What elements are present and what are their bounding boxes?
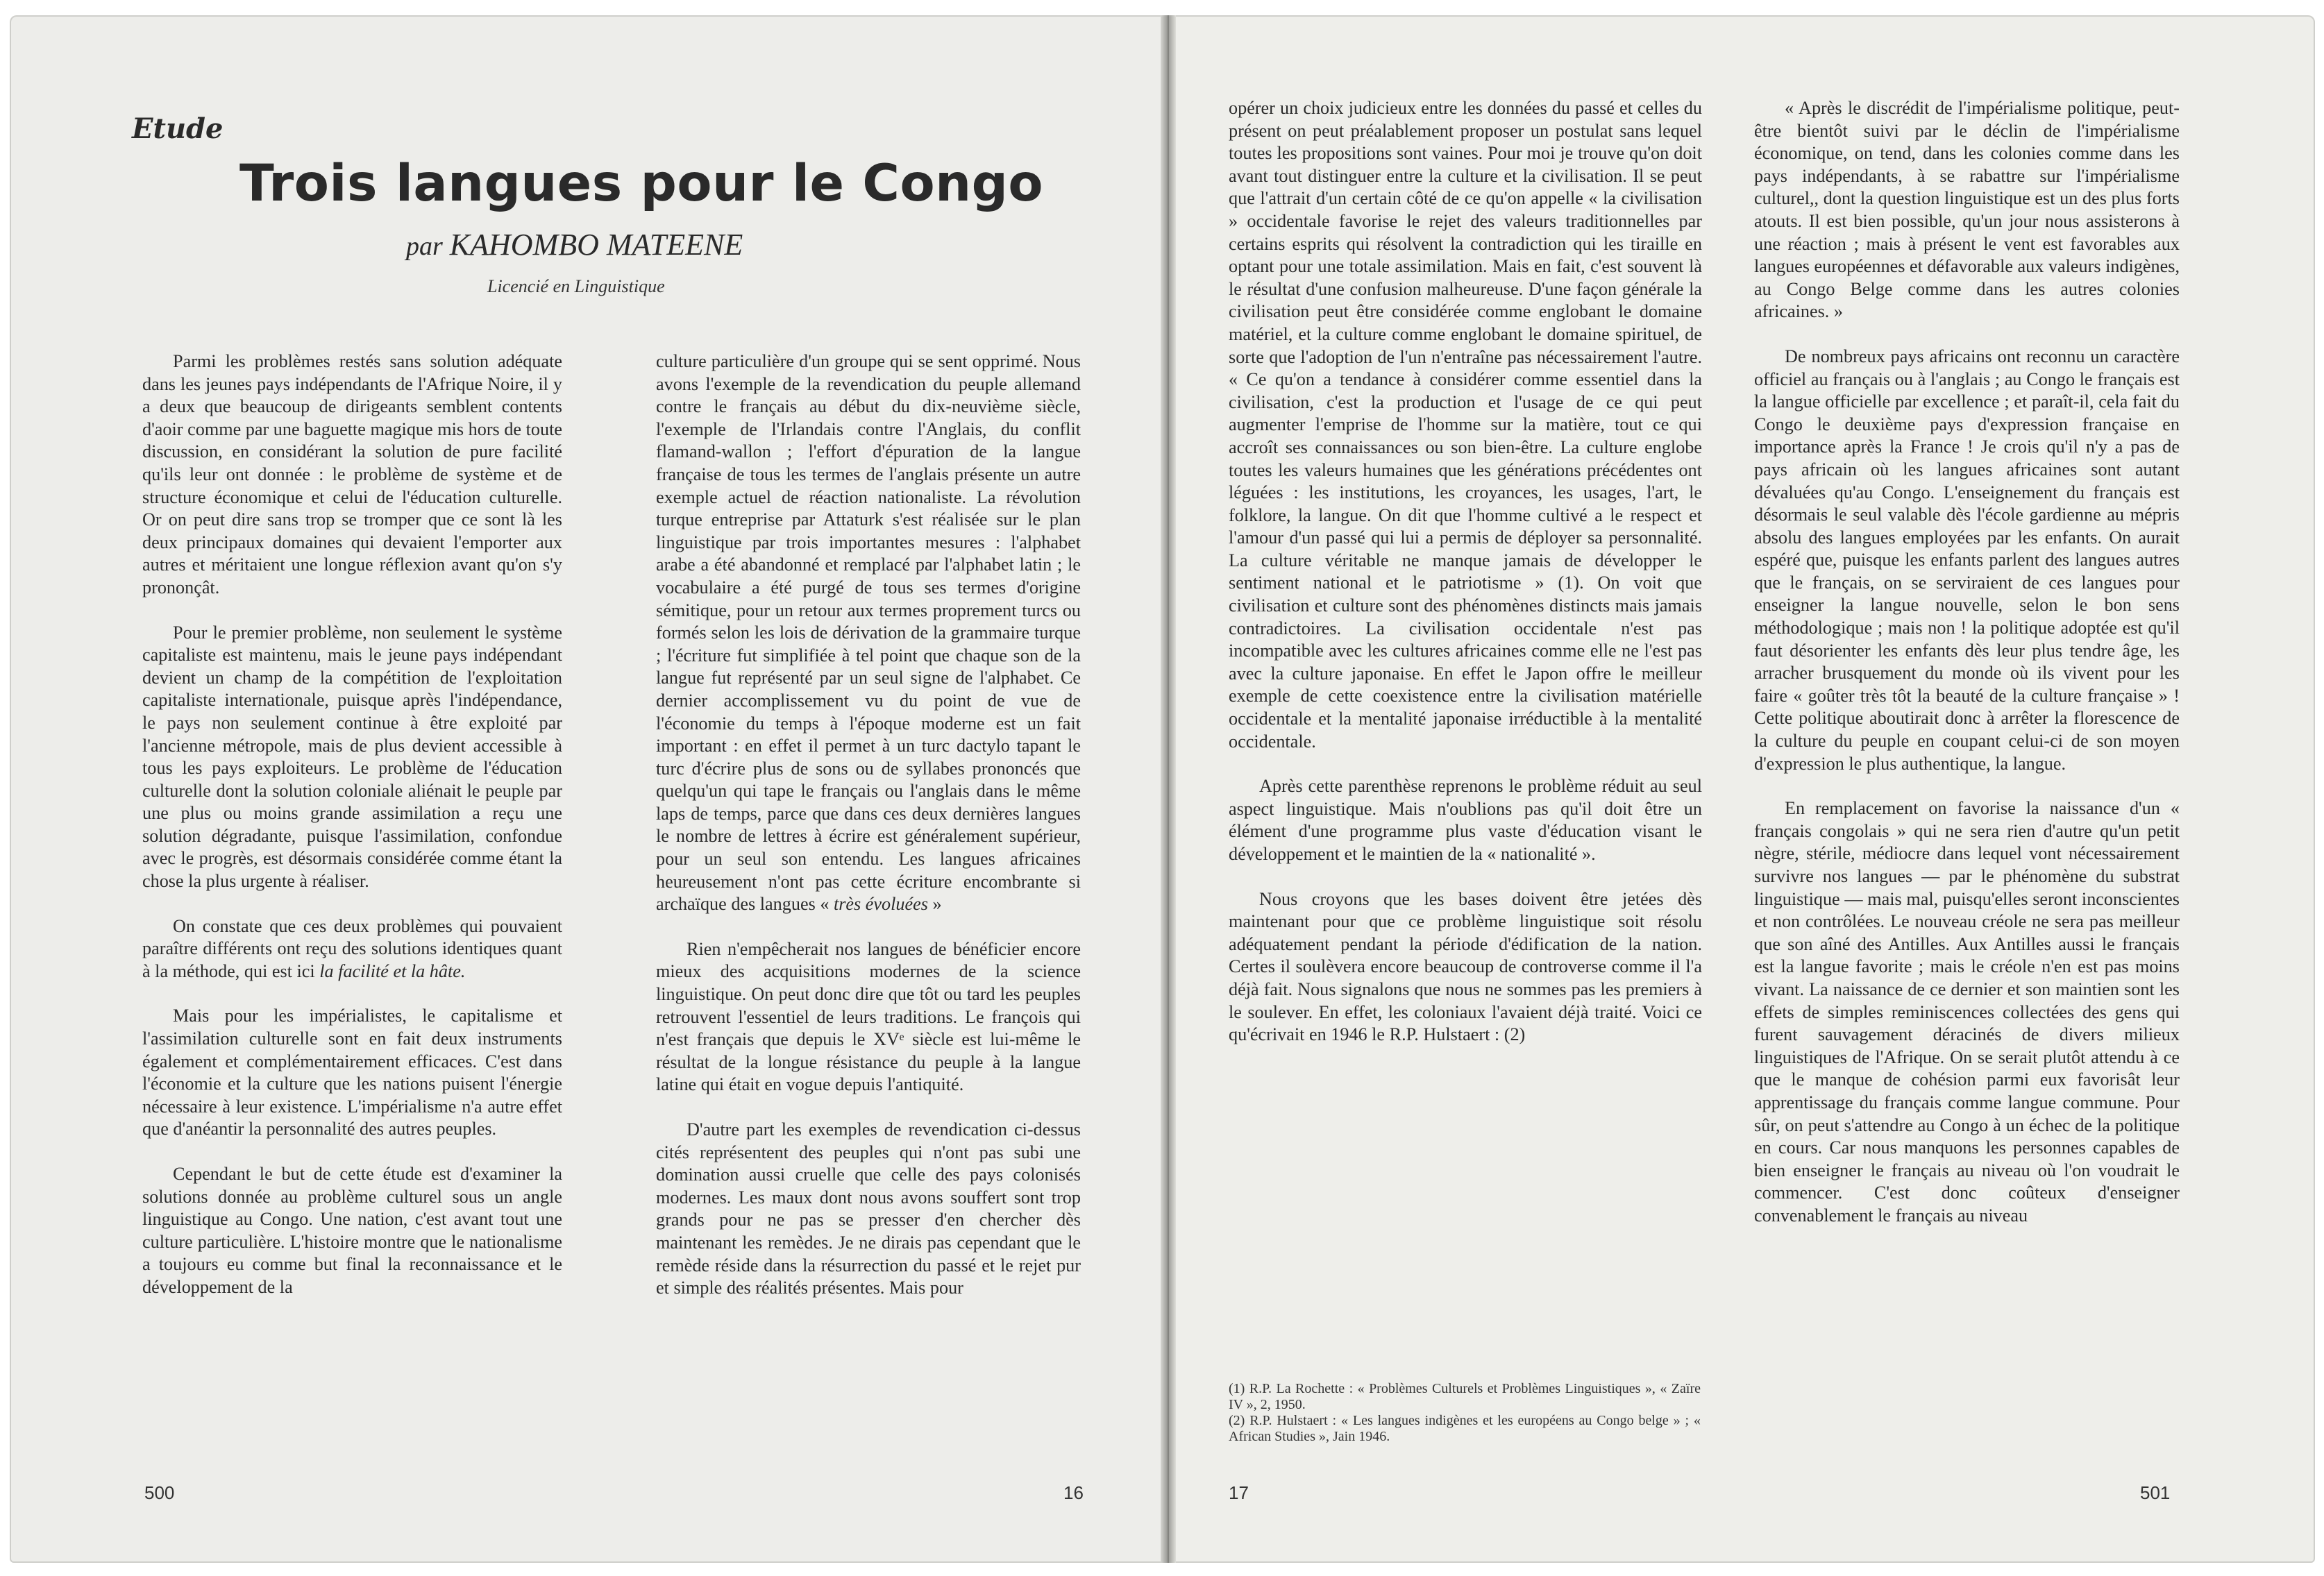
author-name: KAHOMBO MATEENE — [449, 228, 743, 262]
author-credential: Licencié en Linguistique — [487, 276, 665, 296]
paragraph: Pour le premier problème, non seulement le système capitaliste est maintenu, mais le jeune pays indépendant devient un champ de la compétition de l'exploitation capitaliste internationale, puisque après l'indépendance, le pays non seulement continue à être exploité par l'ancienne métropole, mais de plus devient accessible à tous les pays exploiteurs. Le problème de l'éducation culturelle dont la solution coloniale aliénait le peuple par une plus ou moins grande assimilation a reçu une solution dégradante, puisque l'assimilation, confondue avec le progrès, est désormais considérée comme étant la chose la plus urgente à réaliser. — [142, 622, 562, 892]
paragraph: En remplacement on favorise la naissance d'un « français congolais » qui ne sera rien d'autre qu'un petit nègre, stérile, médiocre dans lequel vont nécessairement survivre nos langues — par le phénomène du substrat linguistique — mais mal, puisqu'elles seront inconscientes et non contrôlées. Le nouveau créole ne sera pas meilleur que son aîné des Antilles. Aux Antilles aussi le français est la langue favorite ; mais le créole n'en est pas moins vivant. La naissance de ce dernier et son maintien sont les effets de simples reminiscences collectées des gens qui furent sauvagement déracinés de divers milieux linguistiques de l'Afrique. On se serait plutôt attendu à ce que le manque de cohésion parmi eux favorisât leur apprentissage du français comme langue commune. Pour sûr, on peut s'attendre au Congo à un échec de la politique en cours. Car nous manquons les personnes capables de bien enseigner le français au niveau où l'on voudrait le commencer. C'est donc coûteux d'enseigner convenablement le français au niveau — [1754, 798, 2180, 1226]
paragraph: Rien n'empêcherait nos langues de bénéficier encore mieux des acquisitions modernes de la science linguistique. On peut donc dire que tôt ou tard les peuples retrouvent l'essentiel de leurs traditions. Le françois qui n'est français que depuis le XVᵉ siècle est lui-même le résultat de la longue résistance du peuple à la langue latine qui était en vogue depuis l'antiquité. — [656, 938, 1081, 1095]
paragraph: opérer un choix judicieux entre les données du passé et celles du présent on peut préalablement proposer un postulat sans lequel toutes les propositions sont vaines. Pour moi je trouve qu'on doit avant tout distinguer entre la culture et la civilisation. Il se peut que l'attrait d'un certain côté de ce qu'on appelle « la civilisation » occidentale favorise le rejet des valeurs traditionnelles par certains esprits qui résolvent la contradiction qui les tiraille en optant pour une totale assimilation. Mais en fait, c'est souvent là le résultat d'une confusion malheureuse. D'une façon générale la civilisation peut être considérée comme englobant le domaine matériel, et la culture comme englobant le domaine spirituel, de sorte que l'adoption de l'un n'entraîne pas nécessairement l'autre. « Ce qu'on a tendance à considérer comme essentiel dans la civilisation, c'est la production et l'usage de ce qui peut augmenter l'emprise de l'homme sur la matière, tout ce qui accroît ses connaissances ou son bien-être. La culture englobe toutes les valeurs humaines que les générations précédentes ont léguées : les institutions, les croyances, les usages, l'art, le folklore, la langue. On dit que l'homme cultivé a le respect et l'amour d'un passé qui lui a permis de déployer sa personnalité. La culture véritable ne manque jamais de développer le sentiment national et le patriotisme » (1). On voit que civilisation et culture sont des phénomènes distincts mais jamais contradictoires. La civilisation occidentale n'est pas incompatible avec les cultures africaines comme elle ne l'est pas avec la culture japonaise. En effet le Japon offre le meilleur exemple de cette coexistence entre la civilisation matérielle occidentale et la mentalité japonaise irréductible à la mentalité occidentale. — [1229, 98, 1702, 752]
paragraph-text: On constate que ces deux problèmes qui pouvaient paraître différents ont reçu des solutions identiques quant à la méthode, qui est ici — [142, 915, 562, 981]
paragraph: « Après le discrédit de l'impérialisme politique, peut-être bientôt suivi par le déclin de l'impérialisme économique, on tend, dans les colonies comme dans les pays indépendants, à se rabattre sur l'impérialisme culturel,, dont la question linguistique est un des plus forts atouts. Il est bien possible, qu'un jour nous assisterons à une réaction ; mais à présent le vent est favorables aux langues européennes et défavorable aux valeurs indigènes, au Congo Belge comme dans les autres colonies africaines. » — [1754, 98, 2180, 322]
footnotes — [1229, 1381, 1701, 1445]
paragraph: D'autre part les exemples de revendication ci-dessus cités représentent des peuples qui n'ont pas subi une domination aussi cruelle que celle des pays colonisés modernes. Les maux dont nous avons souffert sont trop grands pour ne pas se presser d'en chercher dès maintenant les remèdes. Je ne dirais pas cependant que le remède réside dans la résurrection du passé et le rejet pur et simple des réalités présentes. Mais pour — [656, 1119, 1081, 1298]
column-2 — [656, 350, 1081, 1300]
page-number-left-outer: 500 — [144, 1482, 175, 1503]
byline — [406, 227, 743, 262]
paragraph-text: culture particulière d'un groupe qui se sent opprimé. Nous avons l'exemple de la revendication du peuple allemand contre le français au début du dix-neuvième siècle, l'exemple de l'Irlandais contre l'Anglais, du conflit flamand-wallon ; l'effort d'épuration de la langue française de tous les termes de l'anglais présente un autre exemple actuel de réaction nationaliste. La révolution turque entreprise par Attaturk s'est réalisée sur le plan linguistique par trois importantes mesures : l'alphabet arabe a été abandonné et remplacé par l'alphabet latin ; le vocabulaire a été purgé de tous ses termes d'origine sémitique, pour un retour aux termes proprement turcs ou formés selon les lois de dérivation de la grammaire turque ; l'écriture fut simplifiée à tel point que chaque son de la langue fut représenté par un seul signe de l'alphabet. Ce dernier accomplissement vu du point de vue de l'économie du temps à l'époque moderne est un fait important : en effet il permet à un turc dactylo tapant le turc d'écrire plus de sons ou de syllabes prononcés que quelqu'un qui tape le français ou l'anglais dans le même laps de temps, parce que dans ces deux dernières langues le nombre de lettres à écrire est généralement supérieur, pour un seul son entendu. Les langues africaines heureusement n'ont pas cette écriture encombrante si archaïque des langues « — [656, 351, 1081, 915]
paragraph: Parmi les problèmes restés sans solution adéquate dans les jeunes pays indépendants de l'Afrique Noire, il y a deux que beaucoup de dirigeants semblent contents d'aoir comme par une baguette magique mis hors de toute discussion, en considérant la solution de pure facilité qu'ils leur ont donnée : le problème de système et de structure économique et celui de l'éducation culturelle. Or on peut dire sans trop se tromper que ce sont là les deux principaux domaines qui devaient l'emporter aux autres et méritaient une longue réflexion avant qu'on s'y prononçât. — [142, 351, 562, 598]
paragraph — [142, 915, 562, 983]
page-number-right-outer: 501 — [2140, 1482, 2171, 1503]
page-number-left-inner: 16 — [1063, 1482, 1084, 1503]
section-kicker: Etude — [132, 112, 224, 145]
footnote: (2) R.P. Hulstaert : « Les langues indigènes et les européens au Congo belge » ; « African Studies », Jain 1946. — [1229, 1413, 1701, 1444]
footnote: (1) R.P. La Rochette : « Problèmes Culturels et Problèmes Linguistiques », « Zaïre IV », 2, 1950. — [1229, 1381, 1701, 1412]
page-number-right-inner: 17 — [1229, 1482, 1249, 1503]
binding-gutter — [1161, 15, 1176, 1563]
paragraph — [656, 350, 1081, 916]
paragraph-emphasis: très évoluées — [833, 894, 928, 915]
paragraph-text: » — [932, 894, 942, 915]
paragraph: Cependant le but de cette étude est d'examiner la solutions donnée au problème culturel sous un angle linguistique au Congo. Une nation, c'est avant tout une culture particulière. L'histoire montre que le nationalisme a toujours eu comme but final la reconnaissance et le développement de la — [142, 1164, 562, 1297]
paragraph: Nous croyons que les bases doivent être jetées dès maintenant pour que ce problème linguistique soit résolu adéquatement pendant la période d'édification de la nation. Certes il soulèvera encore beaucoup de controverse comme il l'a déjà fait. Nous signalons que nous ne sommes pas les premiers à le soulever. En effet, les coloniaux l'avaient déjà traité. Voici ce qu'écrivait en 1946 le R.P. Hulstaert : (2) — [1229, 888, 1702, 1045]
paragraph: Mais pour les impérialistes, le capitalisme et l'assimilation culturelle sont en fait deux instruments également et complémentairement efficaces. C'est dans l'économie et la culture que les nations puisent l'énergie nécessaire à leur existence. L'impérialisme n'a autre effet que d'anéantir la personnalité des autres peuples. — [142, 1006, 562, 1139]
column-3 — [1229, 97, 1702, 1047]
byline-prefix: par — [406, 232, 443, 261]
column-1 — [142, 350, 562, 1299]
article-title: Trois langues pour le Congo — [239, 154, 1044, 213]
column-4 — [1754, 97, 2180, 1228]
paragraph: Après cette parenthèse reprenons le problème réduit au seul aspect linguistique. Mais n'oublions pas qu'il doit être un élément d'une programme plus vaste d'éducation visant le développement et le maintien de la « nationalité ». — [1229, 776, 1702, 864]
paragraph: De nombreux pays africains ont reconnu un caractère officiel au français ou à l'anglais ; au Congo le français est la langue officielle par excellence ; et paraît-il, cela fait du Congo le deuxième pays d'expression française en importance après la France ! Je crois qu'il n'y a pas de pays africain où les langues africaines sont autant dévaluées qu'au Congo. L'enseignement du français est désormais le seul valable dès l'école gardienne au mépris absolu des langues employées par les enfants. On aurait espéré que, puisque les enfants parlent des langues autres que le français, on se serviraient de ces langues pour enseigner la langue nouvelle, selon le bon sens méthodologique ; mais non ! la politique adoptée est qu'il faut désorienter les enfants dès leur plus tendre âge, les arracher brusquement du monde où ils vivent pour les faire « goûter très tôt la beauté de la culture française » ! Cette politique aboutirait donc à arrêter la florescence de la culture du peuple en coupant celui-ci de son moyen d'expression le plus authentique, la langue. — [1754, 346, 2180, 774]
paragraph-emphasis: la facilité et la hâte. — [319, 960, 466, 981]
